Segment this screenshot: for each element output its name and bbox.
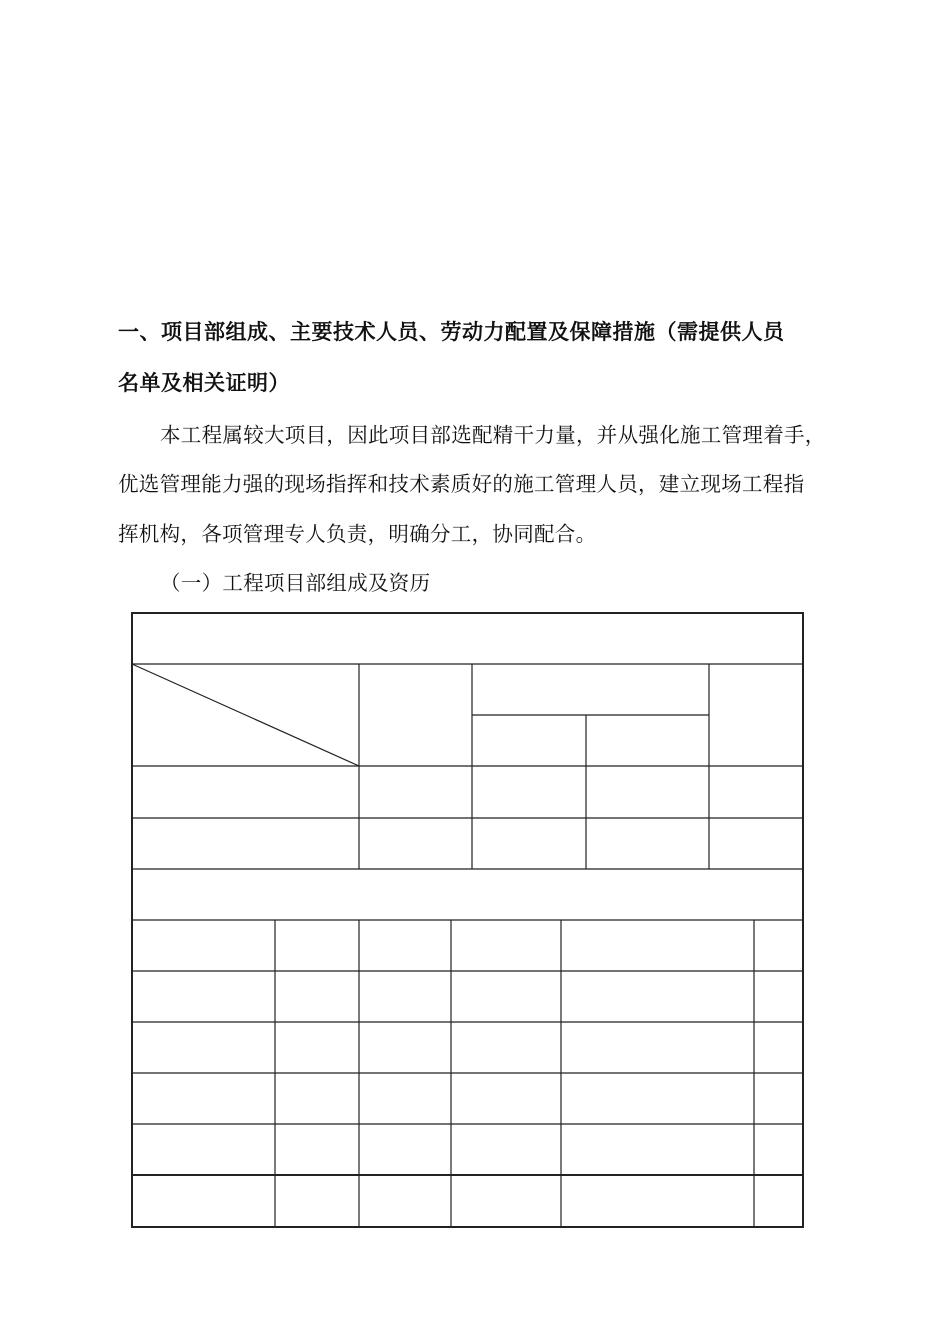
subsection-title: （一）工程项目部组成及资历 <box>160 571 431 595</box>
intro-paragraph-line-1: 本工程属较大项目，因此项目部选配精干力量，并从强化施工管理着手， <box>160 423 826 447</box>
section-heading-line-1: 一、项目部组成、主要技术人员、劳动力配置及保障措施（需提供人员 <box>118 320 785 344</box>
table-diagonal-header-line <box>132 664 359 766</box>
intro-paragraph-line-2: 优选管理能力强的现场指挥和技术素质好的施工管理人员，建立现场工程指 <box>118 472 805 496</box>
section-heading-line-2: 名单及相关证明） <box>118 371 290 395</box>
intro-paragraph-line-3: 挥机构，各项管理专人负责，明确分工，协同配合。 <box>118 522 597 546</box>
